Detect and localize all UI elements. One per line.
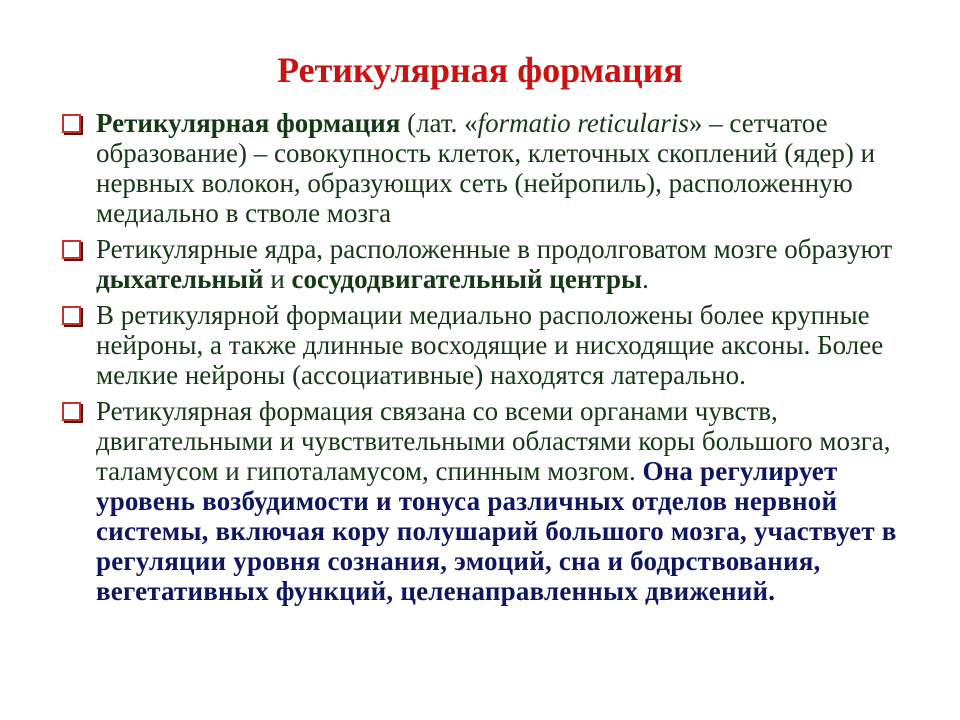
emphasis-statement: Она регулирует уровень возбудимости и тонуса различных отделов нервной системы, включая кору полушарий большого мозга, участвует в регуляции уровня сознания, эмоций, сна и бодрствования, вегетативных функций, целенаправленных движений.	[96, 456, 897, 606]
bullet-item	[60, 396, 920, 606]
bullet-text	[96, 234, 892, 294]
hollow-square-bullet-icon	[62, 240, 81, 259]
bullet-item	[60, 108, 920, 228]
hollow-square-bullet-icon	[62, 402, 81, 421]
text-run: Ретикулярная формация связана со всеми органами чувств, двигательными и чувствительными областями коры большого мозга, таламусом и гипоталамусом, спинным мозгом.	[96, 396, 891, 486]
bullet-text	[96, 396, 897, 606]
bullet-text	[96, 108, 875, 228]
text-run: В ретикулярной формации медиально расположены более крупные нейроны, а также длинные восходящие и нисходящие аксоны. Более мелкие нейроны (ассоциативные) находятся латерально.	[96, 300, 884, 390]
term-highlight: Ретикулярная формация	[96, 108, 401, 138]
slide-title: Ретикулярная формация	[277, 50, 683, 90]
text-run: и	[263, 264, 292, 294]
bullet-item	[60, 300, 920, 390]
text-run: .	[642, 264, 649, 294]
bullet-text	[96, 300, 883, 390]
term-highlight: сосудодвигательный центры	[291, 264, 643, 294]
text-run: » – сетчатое образование) – совокупность клеток, клеточных скоплений (ядер) и нервных волокон, образующих сеть (нейропиль), расположенную медиально в стволе мозга	[96, 108, 876, 228]
bullet-list	[60, 108, 920, 612]
bullet-item	[60, 234, 920, 294]
text-run: Ретикулярные ядра, расположенные в продолговатом мозге образуют	[96, 234, 893, 264]
text-run: (лат. «	[400, 108, 478, 138]
hollow-square-bullet-icon	[62, 114, 81, 133]
latin-term: formatio reticularis	[477, 108, 689, 138]
term-highlight: дыхательный	[96, 264, 264, 294]
hollow-square-bullet-icon	[62, 306, 81, 325]
